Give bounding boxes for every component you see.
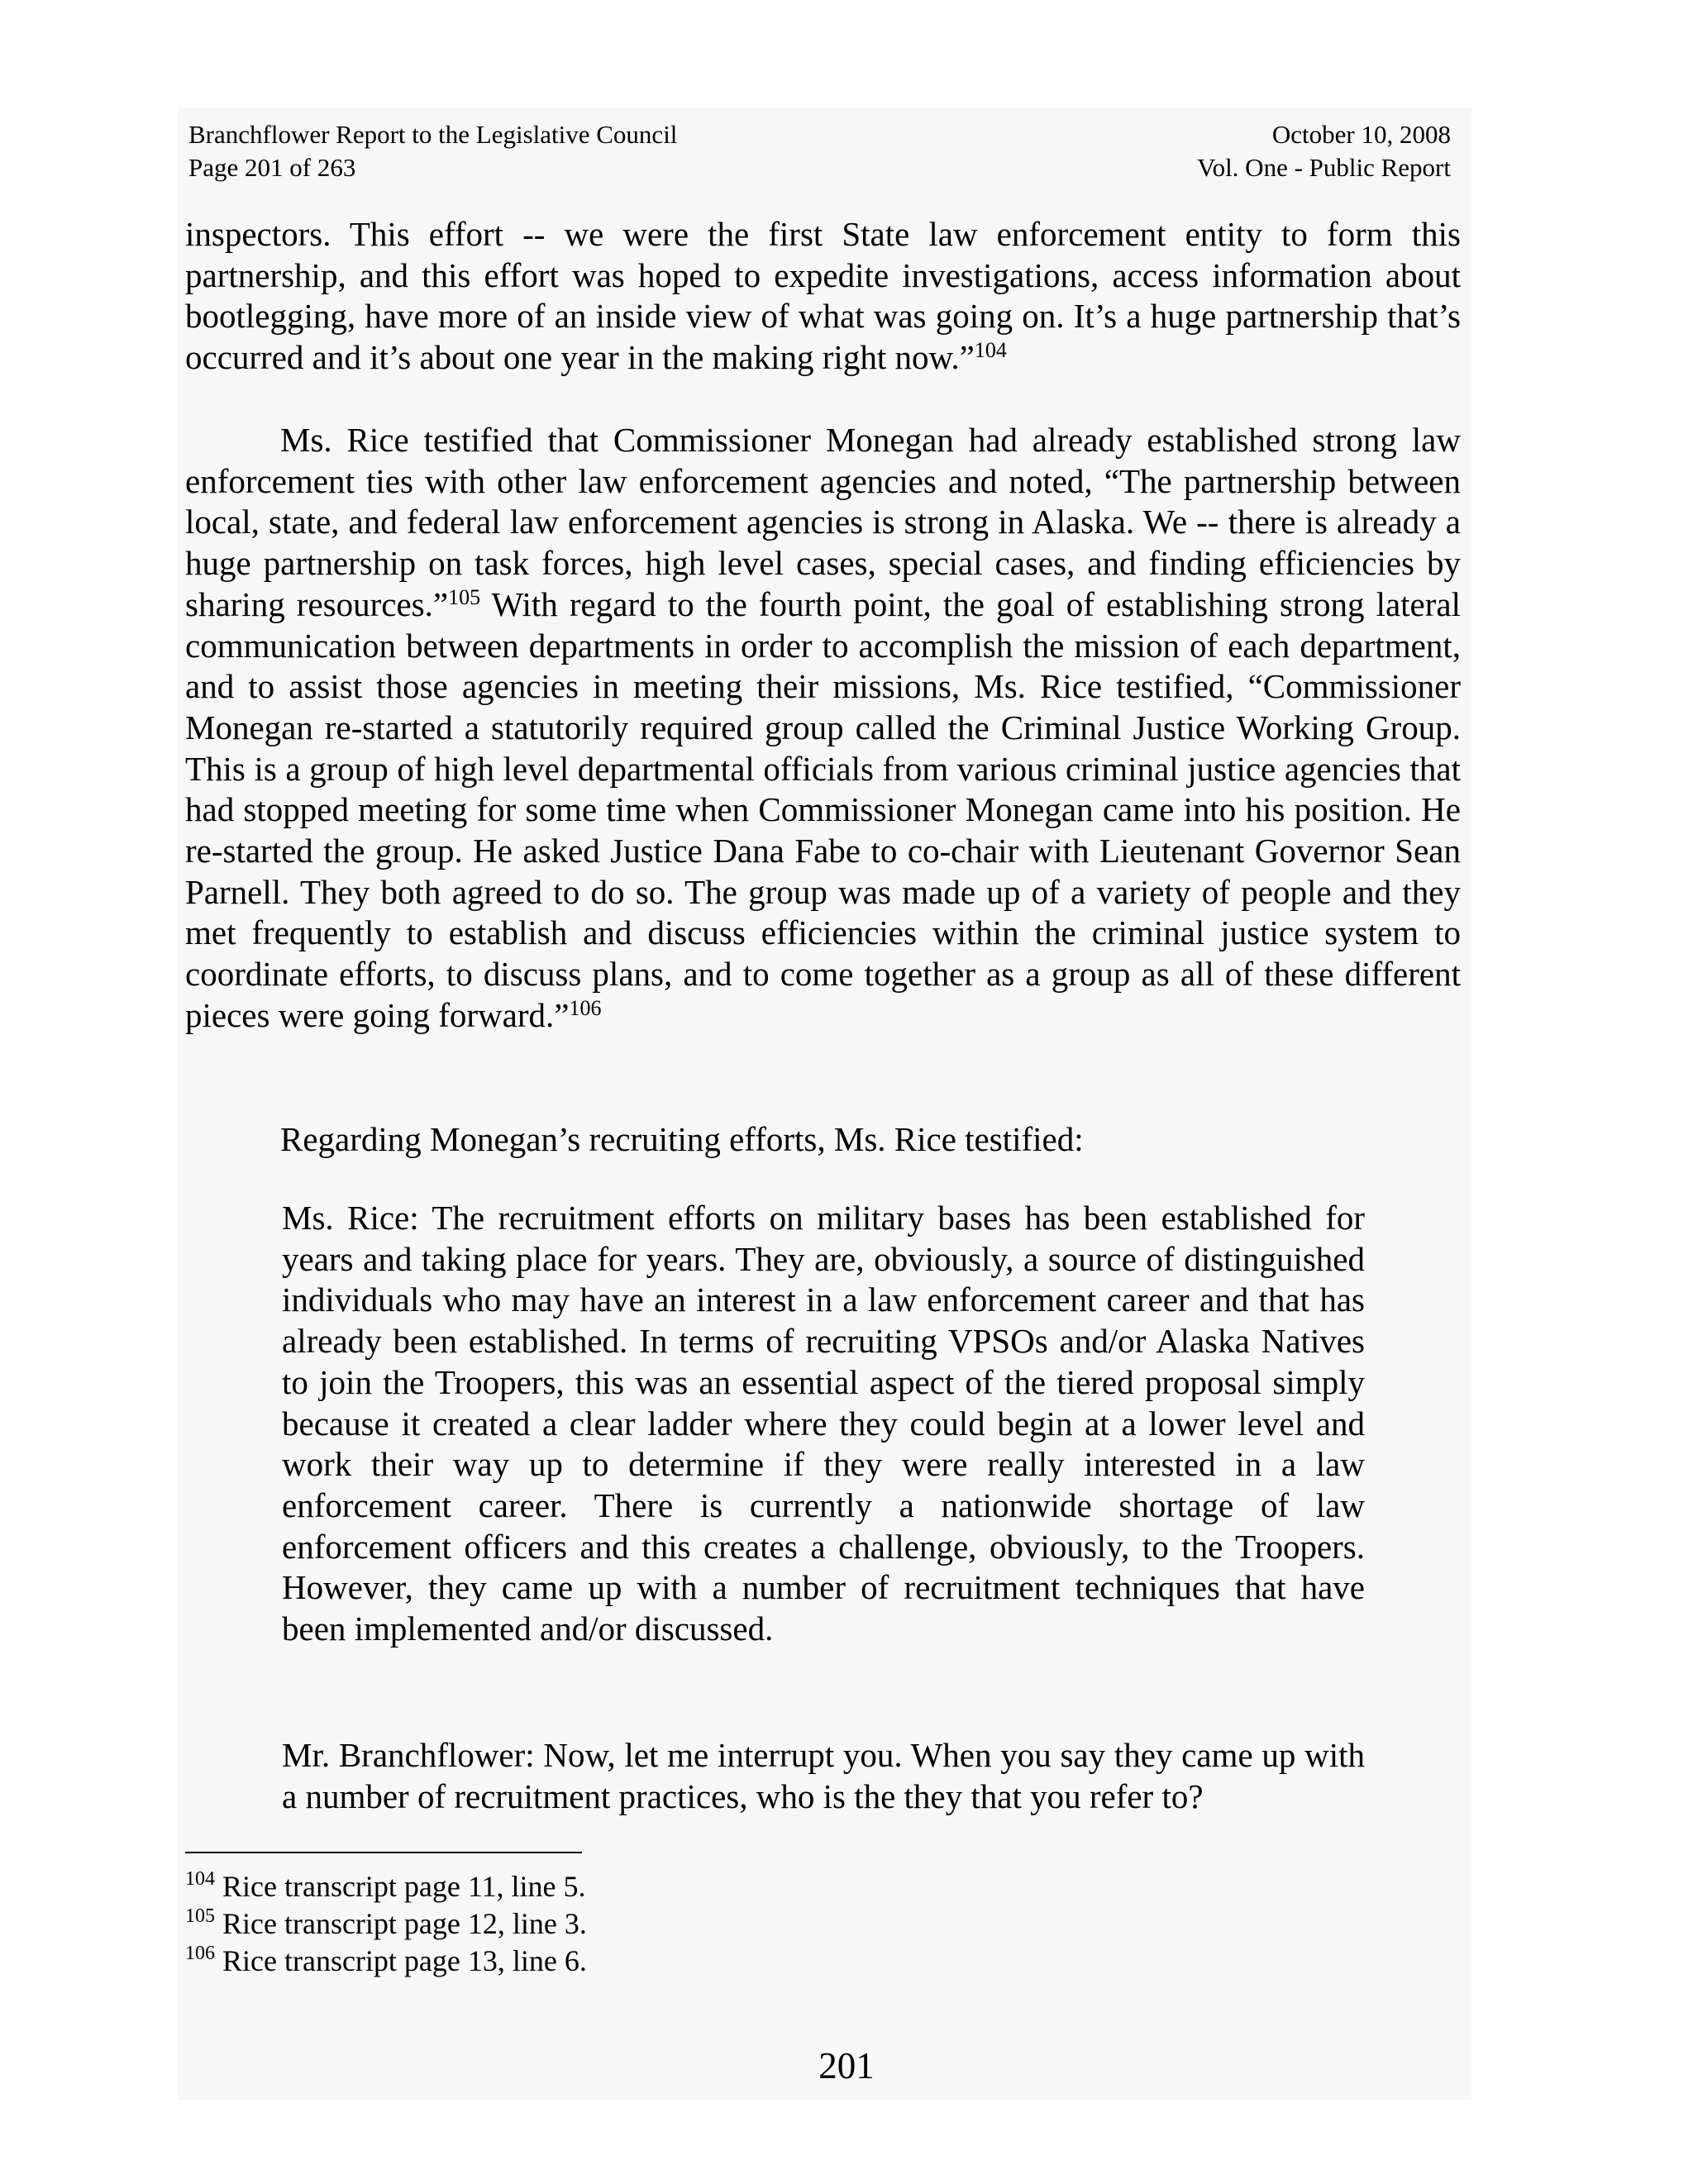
page-number: 201 bbox=[818, 2045, 875, 2086]
paragraph-text: Ms. Rice testified that Commissioner Monegan had already established strong law enforcement ties with other law enforcement agencies and noted, “The partnership between local, state, and federal law enforcement agencies is strong in Alaska. We -- there is already a huge partnership on task forces, high level cases, special cases, and finding efficiencies by sharing resources.” bbox=[185, 421, 1461, 623]
footnote-number: 105 bbox=[185, 1905, 215, 1927]
body-paragraph-3 bbox=[185, 1119, 1461, 1161]
paragraph-text: Regarding Monegan’s recruiting efforts, Ms. Rice testified: bbox=[280, 1120, 1084, 1158]
block-quote-rice: Ms. Rice: The recruitment efforts on military bases has been established for years and taking place for years. They are, obviously, a source of distinguished individuals who may have an interest in a law enforcement career and that has already been established. In terms of recruiting VPSOs and/or Alaska Natives to join the Troopers, this was an essential aspect of the tiered proposal simply because it created a clear ladder where they could begin at a lower level and work their way up to determine if they were really interested in a law enforcement career. There is currently a nationwide shortage of law enforcement officers and this creates a challenge, obviously, to the Troopers. However, they came up with a number of recruitment techniques that have been implemented and/or discussed. bbox=[282, 1199, 1365, 1648]
body-paragraph-2 bbox=[185, 420, 1461, 1037]
running-header-left bbox=[188, 118, 677, 184]
footnote-ref-106[interactable]: 106 bbox=[569, 995, 602, 1020]
footnote-ref-105[interactable]: 105 bbox=[448, 584, 481, 609]
footnotes bbox=[185, 1868, 587, 1980]
footnote-text: Rice transcript page 13, line 6. bbox=[215, 1944, 587, 1977]
footnote-ref-104[interactable]: 104 bbox=[974, 338, 1007, 363]
report-volume: Vol. One - Public Report bbox=[1197, 153, 1451, 182]
page-of-count: Page 201 of 263 bbox=[188, 153, 356, 182]
running-header-right bbox=[1197, 118, 1451, 184]
block-quote-branchflower: Mr. Branchflower: Now, let me interrupt you. When you say they came up with a number of recruitment practices, who is the they that you refer to? bbox=[282, 1736, 1365, 1815]
report-title: Branchflower Report to the Legislative Council bbox=[188, 120, 678, 149]
report-date: October 10, 2008 bbox=[1271, 120, 1451, 149]
footnote-text: Rice transcript page 11, line 5. bbox=[215, 1870, 586, 1903]
paragraph-text: inspectors. This effort -- we were the first State law enforcement entity to form this partnership, and this effort was hoped to expedite investigations, access information about bootlegging, have more of an inside view of what was going on. It’s a huge partnership that’s occurred and it’s about one year in the making right now.” bbox=[185, 215, 1461, 377]
footnote-105 bbox=[185, 1905, 587, 1943]
footnote-text: Rice transcript page 12, line 3. bbox=[215, 1907, 587, 1940]
footnote-divider bbox=[185, 1852, 582, 1853]
footnote-106 bbox=[185, 1943, 587, 1980]
footnote-104 bbox=[185, 1868, 587, 1905]
paragraph-text: With regard to the fourth point, the goal of establishing strong lateral communication between departments in order to accomplish the mission of each department, and to assist those agencies in meeting their missions, Ms. Rice testified, “Commissioner Monegan re-started a statutorily required group called the Criminal Justice Working Group. This is a group of high level departmental officials from various criminal justice agencies that had stopped meeting for some time when Commissioner Monegan came into his position. He re-started the group. He asked Justice Dana Fabe to co-chair with Lieutenant Governor Sean Parnell. They both agreed to do so. The group was made up of a variety of people and they met frequently to establish and discuss efficiencies within the criminal justice system to coordinate efforts, to discuss plans, and to come together as a group as all of these different pieces were going forward.” bbox=[185, 584, 1461, 1034]
body-paragraph-1 bbox=[185, 214, 1461, 379]
footnote-number: 106 bbox=[185, 1943, 215, 1964]
footnote-number: 104 bbox=[185, 1868, 215, 1890]
